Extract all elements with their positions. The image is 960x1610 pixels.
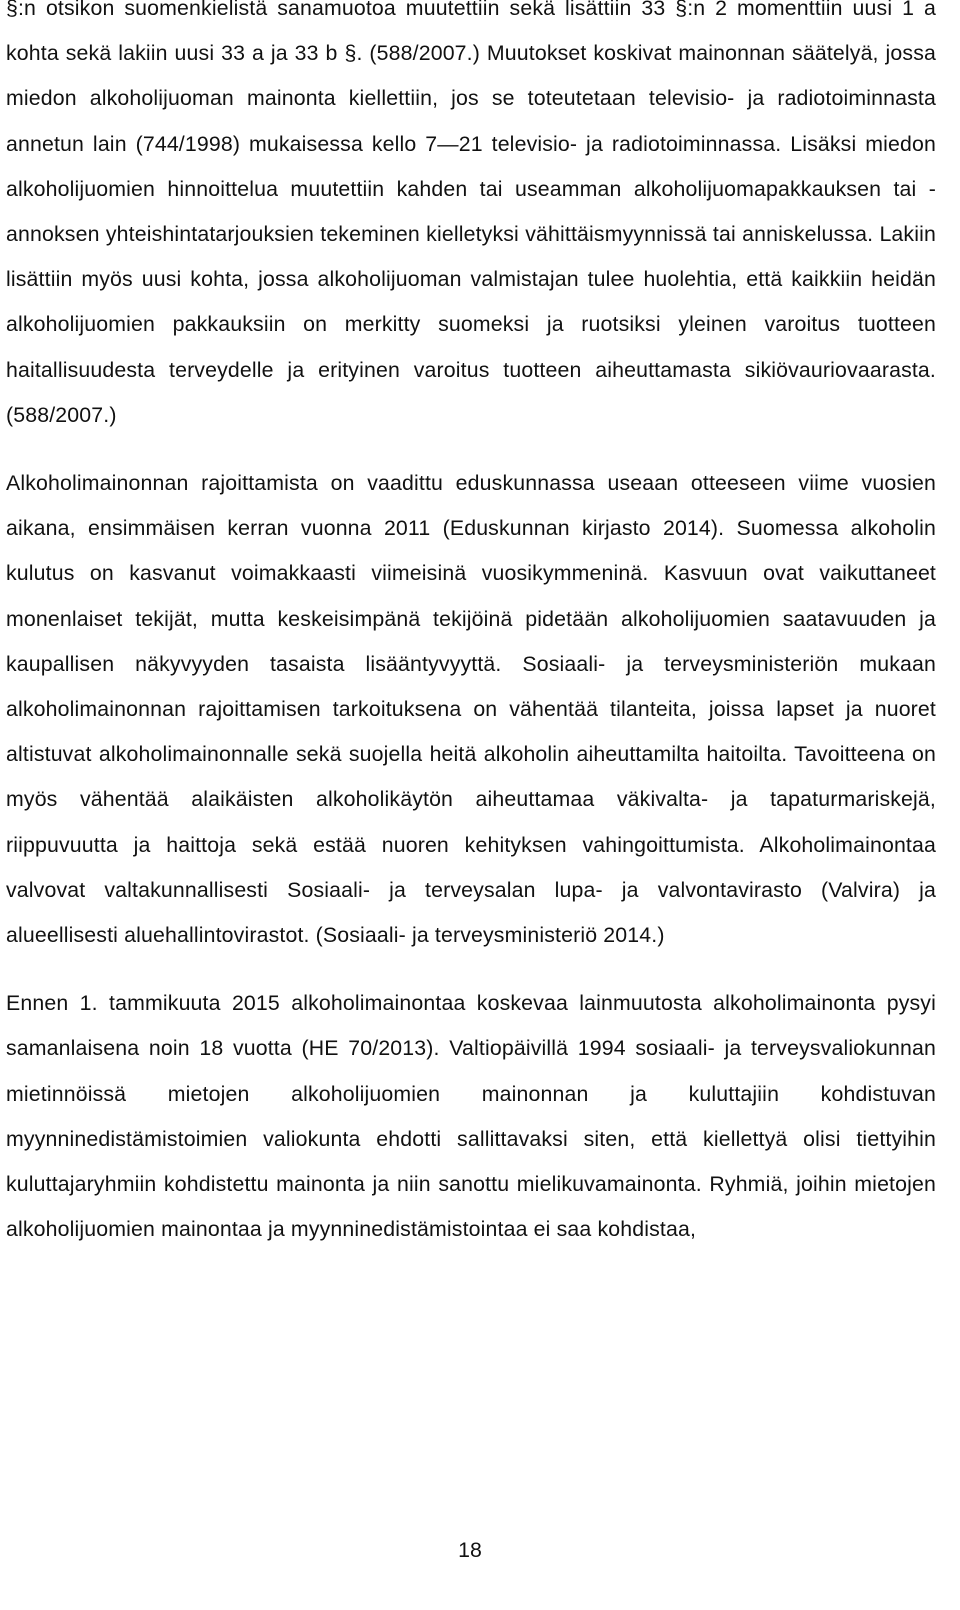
paragraph-before-2015: Ennen 1. tammikuuta 2015 alkoholimainontaa koskevaa lainmuutosta alkoholimainonta pysyi samanlaisena noin 18 vuotta (HE 70/2013). Valtiopäivillä 1994 sosiaali- ja terveysvaliokunnan mietinnöissä mietojen alkoholijuomien mainonnan ja kuluttajiin kohdistuvan myynninedistämistoimien valiokunta ehdotti sallittavaksi siten, että kiellettyä olisi tiettyihin kuluttajaryhmiin kohdistettu mainonta ja niin sanottu mielikuvamainonta. Ryhmiä, joihin mietojen alkoholijuomien mainontaa ja myynninedistämistointaa ei saa kohdistaa, — [6, 991, 936, 1242]
document-body — [6, 0, 936, 1252]
paragraph-advertising-restrictions: Alkoholimainonnan rajoittamista on vaadittu eduskunnassa useaan otteeseen viime vuosien aikana, ensimmäisen kerran vuonna 2011 (Eduskunnan kirjasto 2014). Suomessa alkoholin kulutus on kasvanut voimakkaasti viimeisinä vuosikymmeninä. Kasvuun ovat vaikuttaneet monenlaiset tekijät, mutta keskeisimpänä tekijöinä pidetään alkoholijuomien saatavuuden ja kaupallisen näkyvyyden tasaista lisääntyvyyttä. Sosiaali- ja terveysministeriön mukaan alkoholimainonnan rajoittamisen tarkoituksena on vähentää tilanteita, joissa lapset ja nuoret altistuvat alkoholimainonnalle sekä suojella heitä alkoholin aiheuttamilta haitoilta. Tavoitteena on myös vähentää alaikäisten alkoholikäytön aiheuttamaa väkivalta- ja tapaturmariskejä, riippuvuutta ja haittoja sekä estää nuoren kehityksen vahingoittumista. Alkoholimainontaa valvovat valtakunnallisesti Sosiaali- ja terveysalan lupa- ja valvontavirasto (Valvira) ja alueellisesti aluehallintovirastot. (Sosiaali- ja terveysministeriö 2014.) — [6, 471, 936, 948]
page-number: 18 — [458, 1538, 482, 1562]
paragraph-law-amendments: §:n otsikon suomenkielistä sanamuotoa muutettiin sekä lisättiin 33 §:n 2 momenttiin uusi 1 a kohta sekä lakiin uusi 33 a ja 33 b §. (588/2007.) Muutokset koskivat mainonnan säätelyä, jossa miedon alkoholijuoman mainonta kiellettiin, jos se toteutetaan televisio- ja radiotoiminnasta annetun lain (744/1998) mukaisessa kello 7—21 televisio- ja radiotoiminnassa. Lisäksi miedon alkoholijuomien hinnoittelua muutettiin kahden tai useamman alkoholijuomapakkauksen tai -annoksen yhteishintatarjouksien tekeminen kielletyksi vähittäismyynnissä tai anniskelussa. Lakiin lisättiin myös uusi kohta, jossa alkoholijuoman valmistajan tulee huolehtia, että kaikkiin heidän alkoholijuomien pakkauksiin on merkitty suomeksi ja ruotsiksi yleinen varoitus tuotteen haitallisuudesta terveydelle ja erityinen varoitus tuotteen aiheuttamasta sikiövauriovaarasta. (588/2007.) — [6, 0, 936, 427]
